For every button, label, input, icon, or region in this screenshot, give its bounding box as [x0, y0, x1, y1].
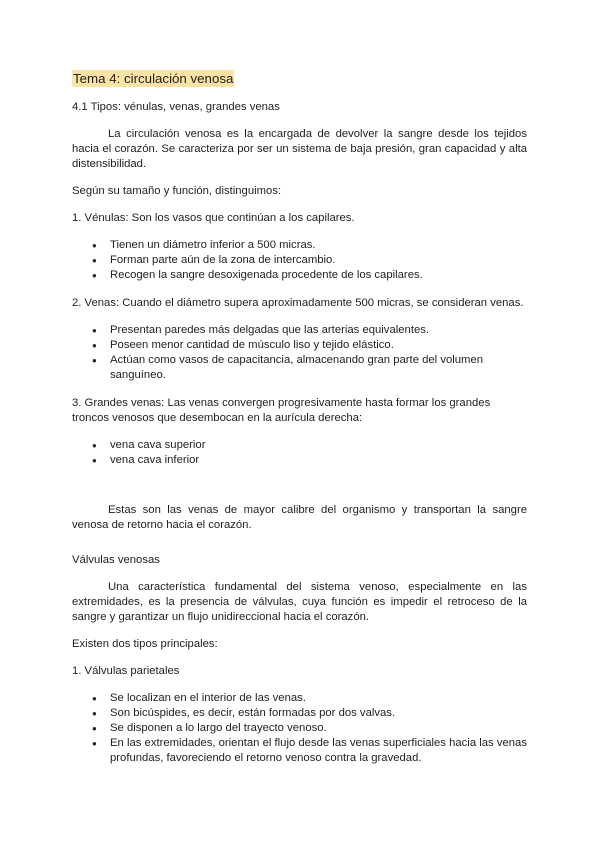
venas-list	[72, 323, 527, 383]
list-item: ● Presentan paredes más delgadas que las arterias equivalentes.	[110, 323, 527, 338]
calibre-paragraph: Estas son las venas de mayor calibre del organismo y transportan la sangre venosa de retorno hacia el corazón.	[72, 504, 527, 531]
grandes-venas-list	[72, 438, 527, 468]
list-item: ● Forman parte aún de la zona de intercambio.	[110, 253, 527, 268]
list-item: ● Recogen la sangre desoxigenada procedente de los capilares.	[110, 268, 527, 283]
intro-paragraph: La circulación venosa es la encargada de devolver la sangre desde los tejidos hacia el corazón. Se caracteriza por ser un sistema de baja presión, gran capacidad y alta distensibilidad.	[72, 128, 527, 170]
tipos-line: Existen dos tipos principales:	[72, 638, 218, 650]
parietales-list	[72, 691, 527, 766]
list-item: ● vena cava inferior	[110, 453, 527, 468]
list-item: ● En las extremidades, orientan el flujo desde las venas superficiales hacia las venas profundas, favoreciendo el retorno venoso contra la gravedad.	[110, 736, 527, 766]
venas-heading: 2. Venas: Cuando el diámetro supera aproximadamente 500 micras, se consideran venas.	[72, 297, 524, 309]
list-item: ● Son bicúspides, es decir, están formadas por dos valvas.	[110, 706, 527, 721]
document-title: Tema 4: circulación venosa	[73, 71, 234, 86]
grandes-venas-heading: 3. Grandes venas: Las venas convergen progresivamente hasta formar los grandes troncos venosos que desembocan en la aurícula derecha:	[72, 397, 491, 424]
valvulas-intro-paragraph: Una característica fundamental del sistema venoso, especialmente en las extremidades, es la presencia de válvulas, cuya función es impedir el retroceso de la sangre y garantizar un flujo unidireccional hacia el corazón.	[72, 581, 527, 623]
list-item: ● Actúan como vasos de capacitancia, almacenando gran parte del volumen sanguíneo.	[110, 353, 527, 383]
spacer	[72, 481, 527, 503]
list-item: ● Se disponen a lo largo del trayecto venoso.	[110, 721, 527, 736]
section-heading-types: 4.1 Tipos: vénulas, venas, grandes venas	[72, 101, 280, 113]
list-item: ● Tienen un diámetro inferior a 500 micras.	[110, 238, 527, 253]
valvulas-heading: Válvulas venosas	[72, 554, 160, 566]
venulas-list	[72, 238, 527, 283]
distinguish-line: Según su tamaño y función, distinguimos:	[72, 185, 282, 197]
list-item: ● Se localizan en el interior de las venas.	[110, 691, 527, 706]
parietales-heading: 1. Válvulas parietales	[72, 665, 180, 677]
spacer	[72, 545, 527, 553]
document-page	[72, 70, 527, 779]
list-item: ● Poseen menor cantidad de músculo liso y tejido elástico.	[110, 338, 527, 353]
venulas-heading: 1. Vénulas: Son los vasos que continúan a los capilares.	[72, 212, 355, 224]
list-item: ● vena cava superior	[110, 438, 527, 453]
